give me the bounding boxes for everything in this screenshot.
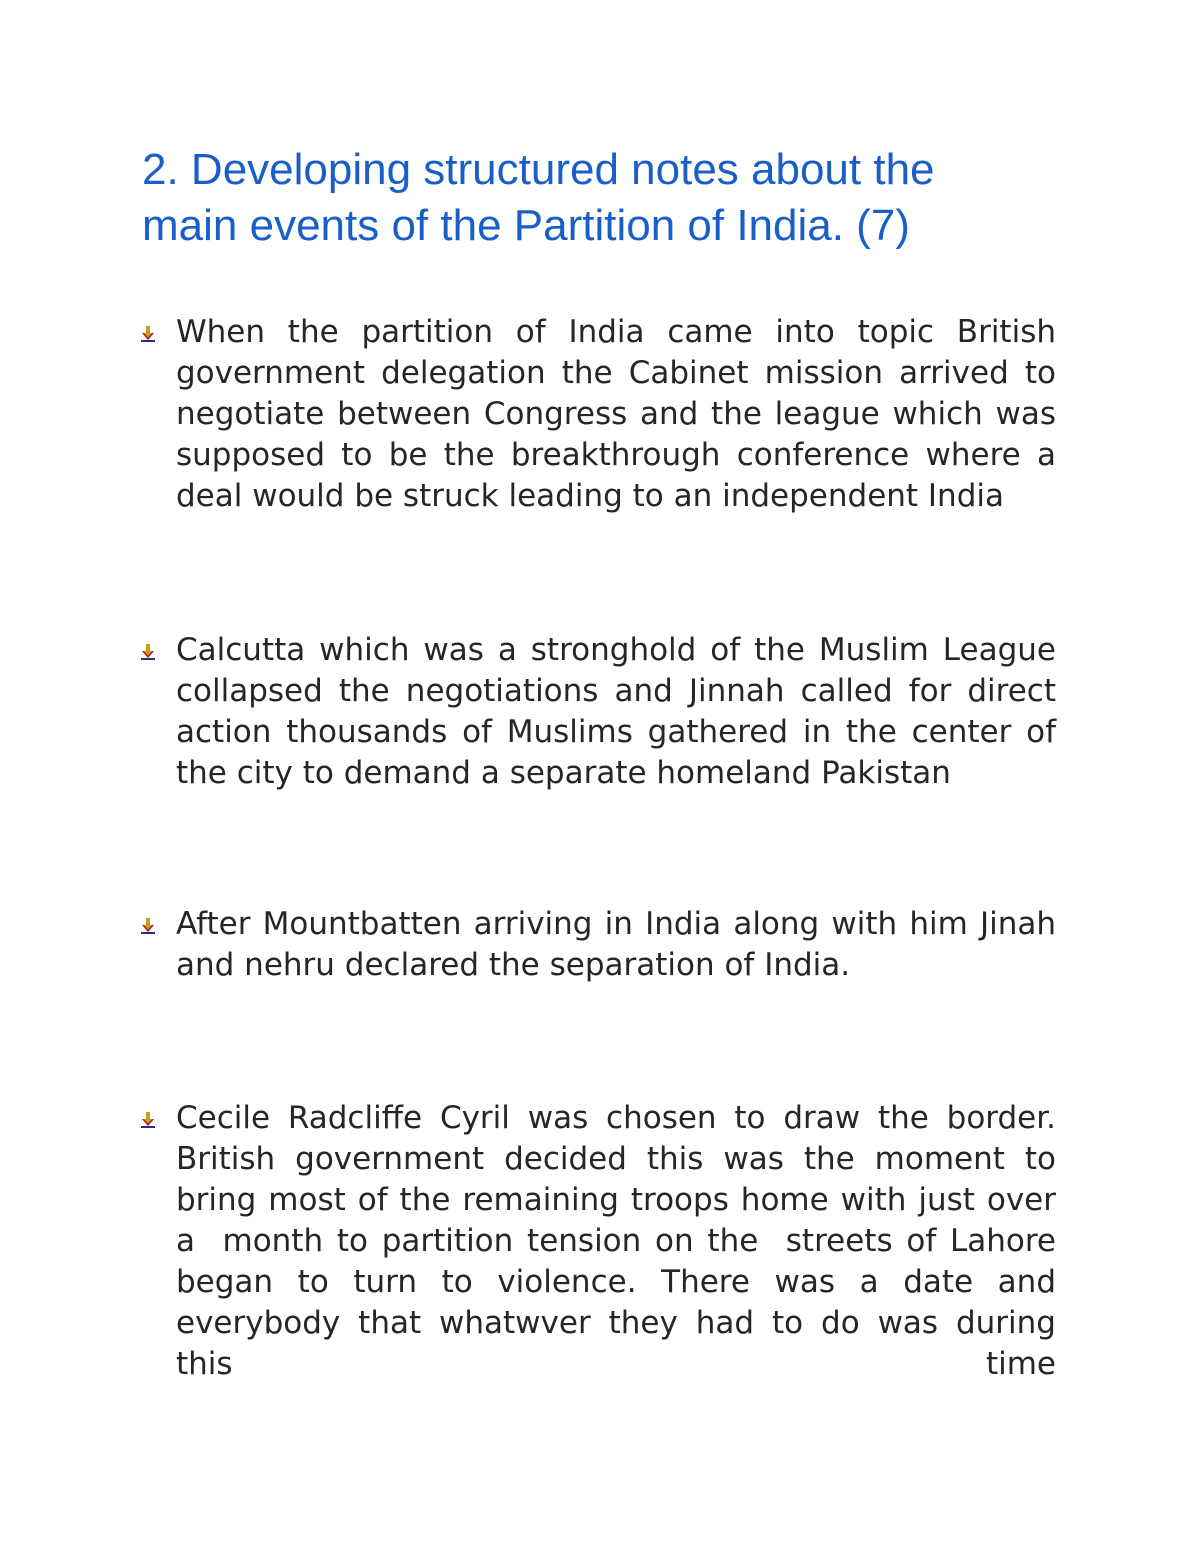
bullet-text: After Mountbatten arriving in India along with him Jinah and nehru declared the separation of India. xyxy=(176,906,1066,983)
arrow-down-bullet-icon xyxy=(138,324,158,344)
arrow-down-bullet-icon xyxy=(138,916,158,936)
arrow-down-bullet-icon xyxy=(138,1110,158,1130)
bullet-text: Cecile Radcliffe Cyril was chosen to draw the border. British government decided this was the moment to bring most of the remaining troops home with just over a month to partition tension on the streets of Lahore began to turn to violence. There was a date and everybody that whatwver they had to do was during this time xyxy=(176,1100,1066,1382)
arrow-down-bullet-icon xyxy=(138,642,158,662)
page-title: 2. Developing structured notes about the main events of the Partition of India. (7) xyxy=(142,145,935,250)
bullet-text: When the partition of India came into topic British government delegation the Cabinet mission arrived to negotiate between Congress and the league which was supposed to be the breakthrough conference where a deal would be struck leading to an independent India xyxy=(176,314,1066,514)
bullet-text: Calcutta which was a stronghold of the Muslim League collapsed the negotiations and Jinnah called for direct action thousands of Muslims gathered in the center of the city to demand a separate homeland Pakistan xyxy=(176,632,1066,791)
